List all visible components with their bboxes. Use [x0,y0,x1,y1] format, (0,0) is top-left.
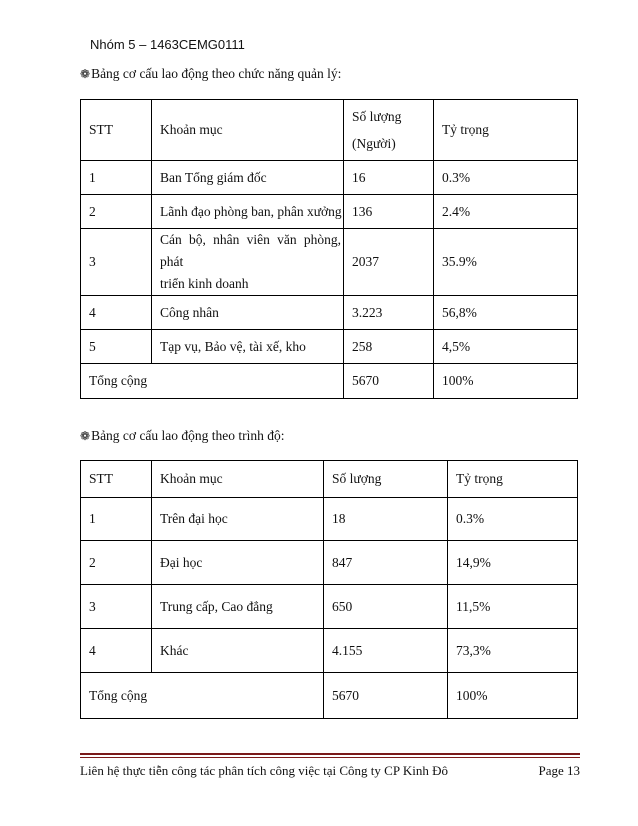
total-label: Tổng cộng [81,364,344,399]
table-management-function [80,99,578,399]
table-cell: 0.3% [434,161,578,195]
table-row [81,296,578,330]
table-cell-line: triển kinh doanh [160,276,249,291]
page-header: Nhóm 5 – 1463CEMG0111 [90,37,245,52]
table-cell: 258 [344,330,434,364]
table-cell: Tạp vụ, Bảo vệ, tài xế, kho [152,330,344,364]
table-header-row [81,461,578,498]
table-cell: 3.223 [344,296,434,330]
total-count: 5670 [324,673,448,719]
table-cell: 3 [81,585,152,629]
footer-divider-thin [80,757,580,758]
table-row [81,195,578,229]
table-row [81,585,578,629]
table-cell: Lãnh đạo phòng ban, phân xưởng [152,195,344,229]
table2-caption-text: Bảng cơ cấu lao động theo trình độ: [91,428,285,443]
total-count: 5670 [344,364,434,399]
page-number: Page 13 [538,763,580,778]
table-cell [152,229,344,296]
column-header: STT [81,100,152,161]
column-header-line: Số lượng [352,108,402,124]
table-cell: 650 [324,585,448,629]
table-row [81,229,578,296]
table-cell: 136 [344,195,434,229]
table1-caption-text: Bảng cơ cấu lao động theo chức năng quản lý: [91,66,342,81]
table1-caption [80,66,341,82]
table-cell: 18 [324,498,448,541]
table-education-level [80,460,578,719]
table-cell: 1 [81,161,152,195]
table-cell-line: Cán bộ, nhân viên văn phòng, phát [160,232,341,269]
table-cell: 4 [81,296,152,330]
table-cell: 4 [81,629,152,673]
table-cell: Đại học [152,541,324,585]
flower-bullet-icon: ❁ [80,428,91,443]
table-total-row [81,673,578,719]
table-total-row [81,364,578,399]
table-cell: 16 [344,161,434,195]
column-header [344,100,434,161]
total-share: 100% [434,364,578,399]
column-header: Tỷ trọng [448,461,578,498]
table-cell: 35.9% [434,229,578,296]
table2-caption [80,428,285,444]
total-label: Tổng cộng [81,673,324,719]
table-cell: 4,5% [434,330,578,364]
table-cell: 0.3% [448,498,578,541]
table-cell: Trung cấp, Cao đẳng [152,585,324,629]
table-cell: 4.155 [324,629,448,673]
column-header: Số lượng [324,461,448,498]
table-cell: 11,5% [448,585,578,629]
table-cell: Ban Tổng giám đốc [152,161,344,195]
table-cell: 847 [324,541,448,585]
table-cell: 3 [81,229,152,296]
table-cell: 1 [81,498,152,541]
table-row [81,541,578,585]
table-row [81,498,578,541]
column-header: Khoản mục [152,461,324,498]
table-row [81,629,578,673]
table-cell: 2.4% [434,195,578,229]
table-header-row [81,100,578,161]
flower-bullet-icon: ❁ [80,66,91,81]
total-share: 100% [448,673,578,719]
table-cell: 2 [81,541,152,585]
column-header-line: (Người) [352,135,396,151]
column-header: STT [81,461,152,498]
table-cell: 2037 [344,229,434,296]
table-cell: Trên đại học [152,498,324,541]
table-cell: 5 [81,330,152,364]
footer-title: Liên hệ thực tiễn công tác phân tích công việc tại Công ty CP Kinh Đô [80,763,448,778]
column-header: Tỷ trọng [434,100,578,161]
table-cell: 56,8% [434,296,578,330]
table-row [81,330,578,364]
footer-divider [80,753,580,755]
table-cell: Công nhân [152,296,344,330]
column-header: Khoản mục [152,100,344,161]
table-cell: 14,9% [448,541,578,585]
table-cell: 2 [81,195,152,229]
table-row [81,161,578,195]
table-cell: 73,3% [448,629,578,673]
table-cell: Khác [152,629,324,673]
